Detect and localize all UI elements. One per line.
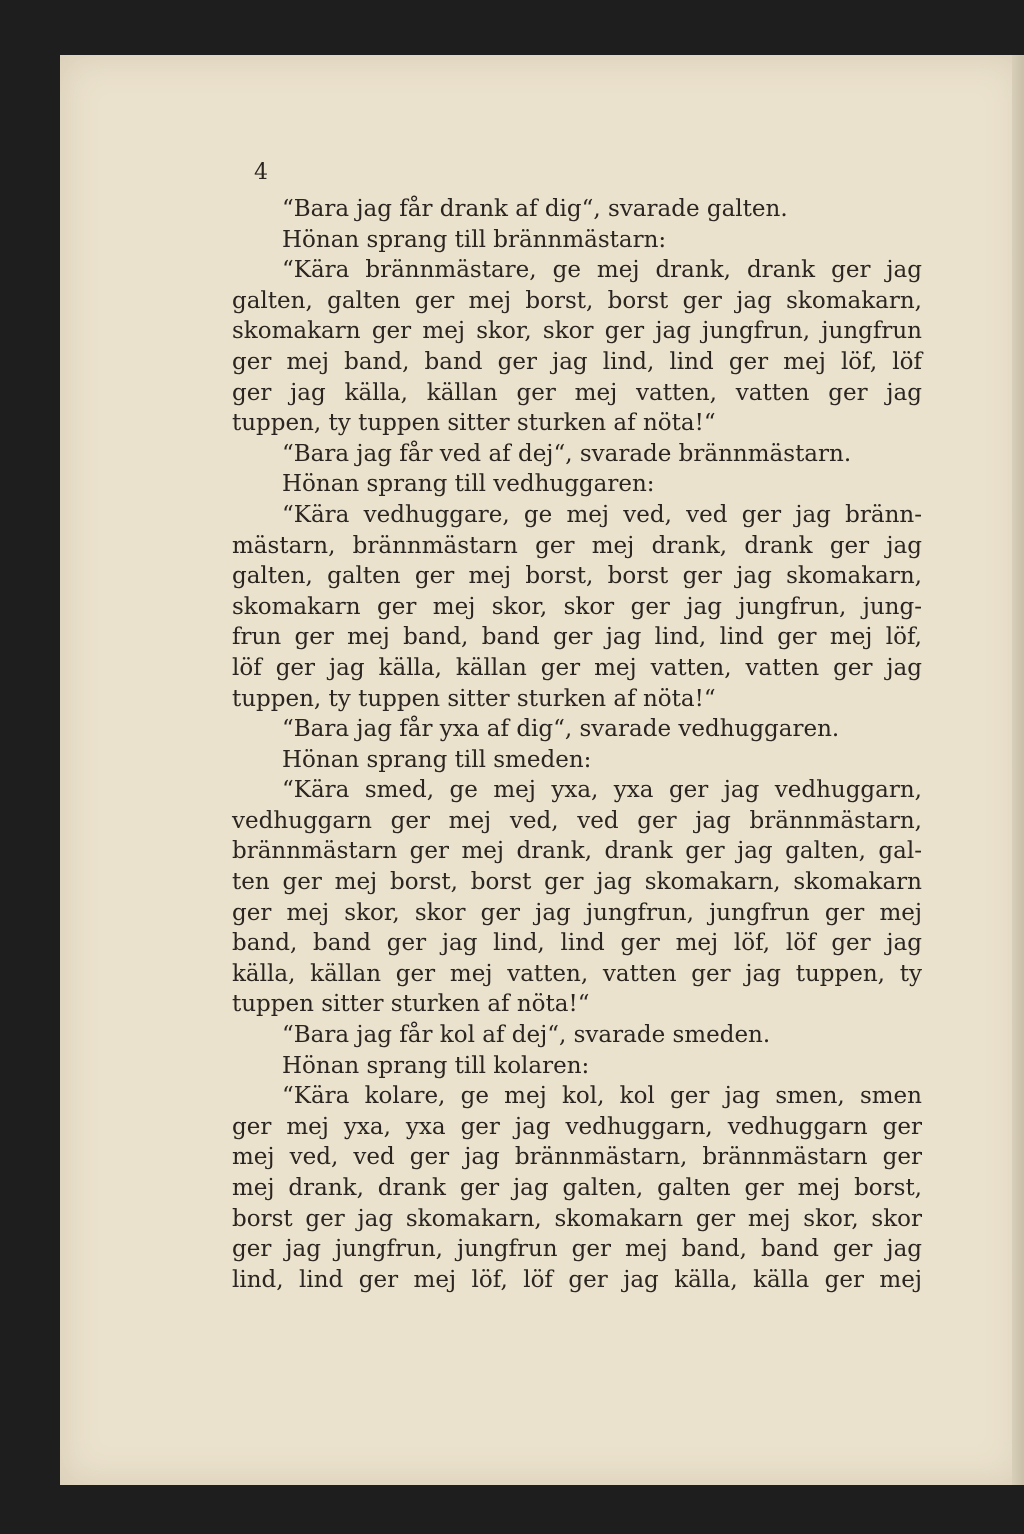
text-line: källa, källan ger mej vatten, vatten ger jag tuppen, ty	[232, 960, 922, 987]
text-line: “Bara jag får ved af dej“, svarade brännmästarn.	[282, 440, 852, 467]
text-line: tuppen, ty tuppen sitter sturken af nöta!“	[232, 685, 716, 712]
page-text	[232, 194, 922, 1295]
page-number: 4	[254, 160, 268, 185]
text-line: brännmästarn ger mej drank, drank ger jag galten, gal-	[232, 838, 922, 865]
text-line: vedhuggarn ger mej ved, ved ger jag brännmästarn,	[232, 807, 922, 834]
text-line: ger mej band, band ger jag lind, lind ger mej löf, löf	[232, 348, 922, 375]
text-line: “Bara jag får drank af dig“, svarade galten.	[282, 196, 788, 222]
text-line: Hönan sprang till kolaren:	[282, 1052, 590, 1079]
text-line: Hönan sprang till smeden:	[282, 746, 592, 773]
text-line: mästarn, brännmästarn ger mej drank, drank ger jag	[232, 532, 922, 559]
text-line: “Kära smed, ge mej yxa, yxa ger jag vedhuggarn,	[282, 777, 922, 804]
text-line: ger jag jungfrun, jungfrun ger mej band, band ger jag	[232, 1236, 922, 1263]
text-line: löf ger jag källa, källan ger mej vatten, vatten ger jag	[232, 654, 922, 681]
text-line: lind, lind ger mej löf, löf ger jag källa, källa ger mej	[232, 1266, 922, 1293]
text-line: “Bara jag får yxa af dig“, svarade vedhuggaren.	[282, 716, 840, 743]
text-line: tuppen sitter sturken af nöta!“	[232, 991, 590, 1018]
text-line: frun ger mej band, band ger jag lind, lind ger mej löf,	[232, 624, 922, 651]
text-line: ger mej skor, skor ger jag jungfrun, jungfrun ger mej	[232, 899, 922, 926]
text-line: Hönan sprang till vedhuggaren:	[282, 471, 655, 498]
text-line: galten, galten ger mej borst, borst ger jag skomakarn,	[232, 287, 922, 314]
page-edge	[1012, 55, 1024, 1485]
text-line: “Kära kolare, ge mej kol, kol ger jag smen, smen	[282, 1083, 922, 1110]
text-line: Hönan sprang till brännmästarn:	[282, 226, 667, 253]
text-line: mej drank, drank ger jag galten, galten ger mej borst,	[232, 1175, 922, 1201]
text-line: borst ger jag skomakarn, skomakarn ger mej skor, skor	[232, 1205, 922, 1232]
text-line: skomakarn ger mej skor, skor ger jag jungfrun, jungfrun	[232, 318, 922, 345]
text-line: “Bara jag får kol af dej“, svarade smeden.	[282, 1022, 771, 1049]
text-line: “Kära brännmästare, ge mej drank, drank ger jag	[282, 257, 922, 284]
text-line: ger mej yxa, yxa ger jag vedhuggarn, vedhuggarn ger	[232, 1113, 922, 1140]
text-line: mej ved, ved ger jag brännmästarn, brännmästarn ger	[232, 1144, 922, 1171]
text-line: ger jag källa, källan ger mej vatten, vatten ger jag	[232, 379, 922, 406]
text-line: skomakarn ger mej skor, skor ger jag jungfrun, jung-	[232, 593, 922, 620]
text-line: “Kära vedhuggare, ge mej ved, ved ger jag bränn-	[282, 501, 922, 528]
text-line: band, band ger jag lind, lind ger mej löf, löf ger jag	[232, 930, 922, 957]
text-line: galten, galten ger mej borst, borst ger jag skomakarn,	[232, 563, 922, 590]
text-line: tuppen, ty tuppen sitter sturken af nöta!“	[232, 410, 716, 437]
text-line: ten ger mej borst, borst ger jag skomakarn, skomakarn	[232, 869, 922, 896]
